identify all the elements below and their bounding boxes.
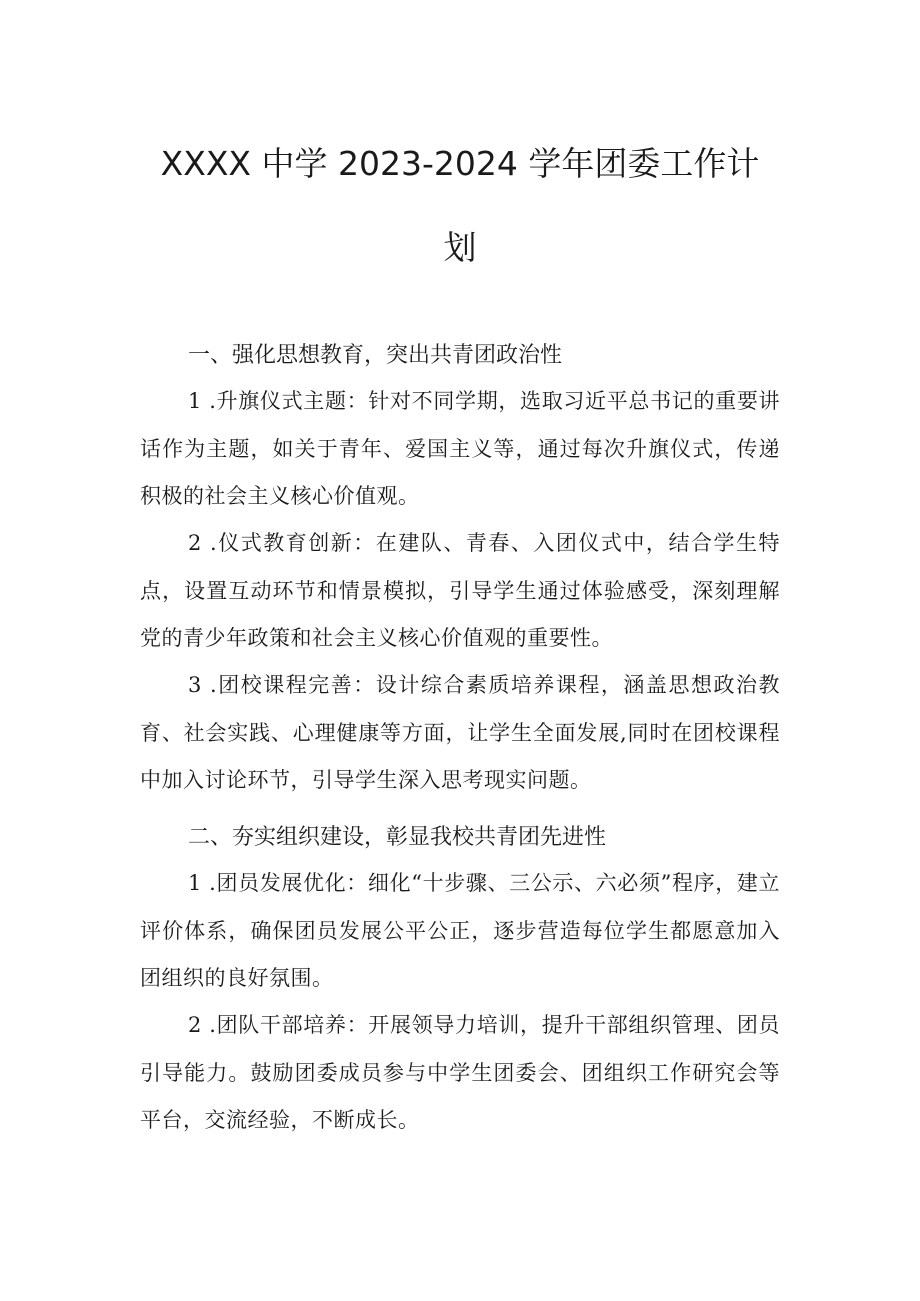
section-1-paragraph-3: 3 .团校课程完善：设计综合素质培养课程，涵盖思想政治教育、社会实践、心理健康等方面，让学生全面发展,同时在团校课程中加入讨论环节，引导学生深入思考现实问题。 <box>140 673 780 792</box>
section-2-paragraph-1: 1 .团员发展优化：细化“十步骤、三公示、六必须”程序，建立评价体系，确保团员发展公平公正，逐步营造每位学生都愿意加入团组织的良好氛围。 <box>140 871 780 990</box>
document-title-line-1: XXXX 中学 2023-2024 学年团委工作计 <box>160 144 760 183</box>
section-2-paragraph-2: 2 .团队干部培养：开展领导力培训，提升干部组织管理、团员引导能力。鼓励团委成员参与中学生团委会、团组织工作研究会等平台，交流经验，不断成长。 <box>140 1013 780 1132</box>
section-1-heading: 一、强化思想教育，突出共青团政治性 <box>188 343 563 368</box>
document-title-line-2: 划 <box>443 228 477 267</box>
section-1-paragraph-2: 2 .仪式教育创新：在建队、青春、入团仪式中，结合学生特点，设置互动环节和情景模拟，引导学生通过体验感受，深刻理解党的青少年政策和社会主义核心价值观的重要性。 <box>140 531 780 650</box>
section-2-heading: 二、夯实组织建设，彰显我校共青团先进性 <box>188 825 607 850</box>
section-1-paragraph-1: 1 .升旗仪式主题：针对不同学期，选取习近平总书记的重要讲话作为主题，如关于青年、爱国主义等，通过每次升旗仪式，传递积极的社会主义核心价值观。 <box>140 389 780 508</box>
